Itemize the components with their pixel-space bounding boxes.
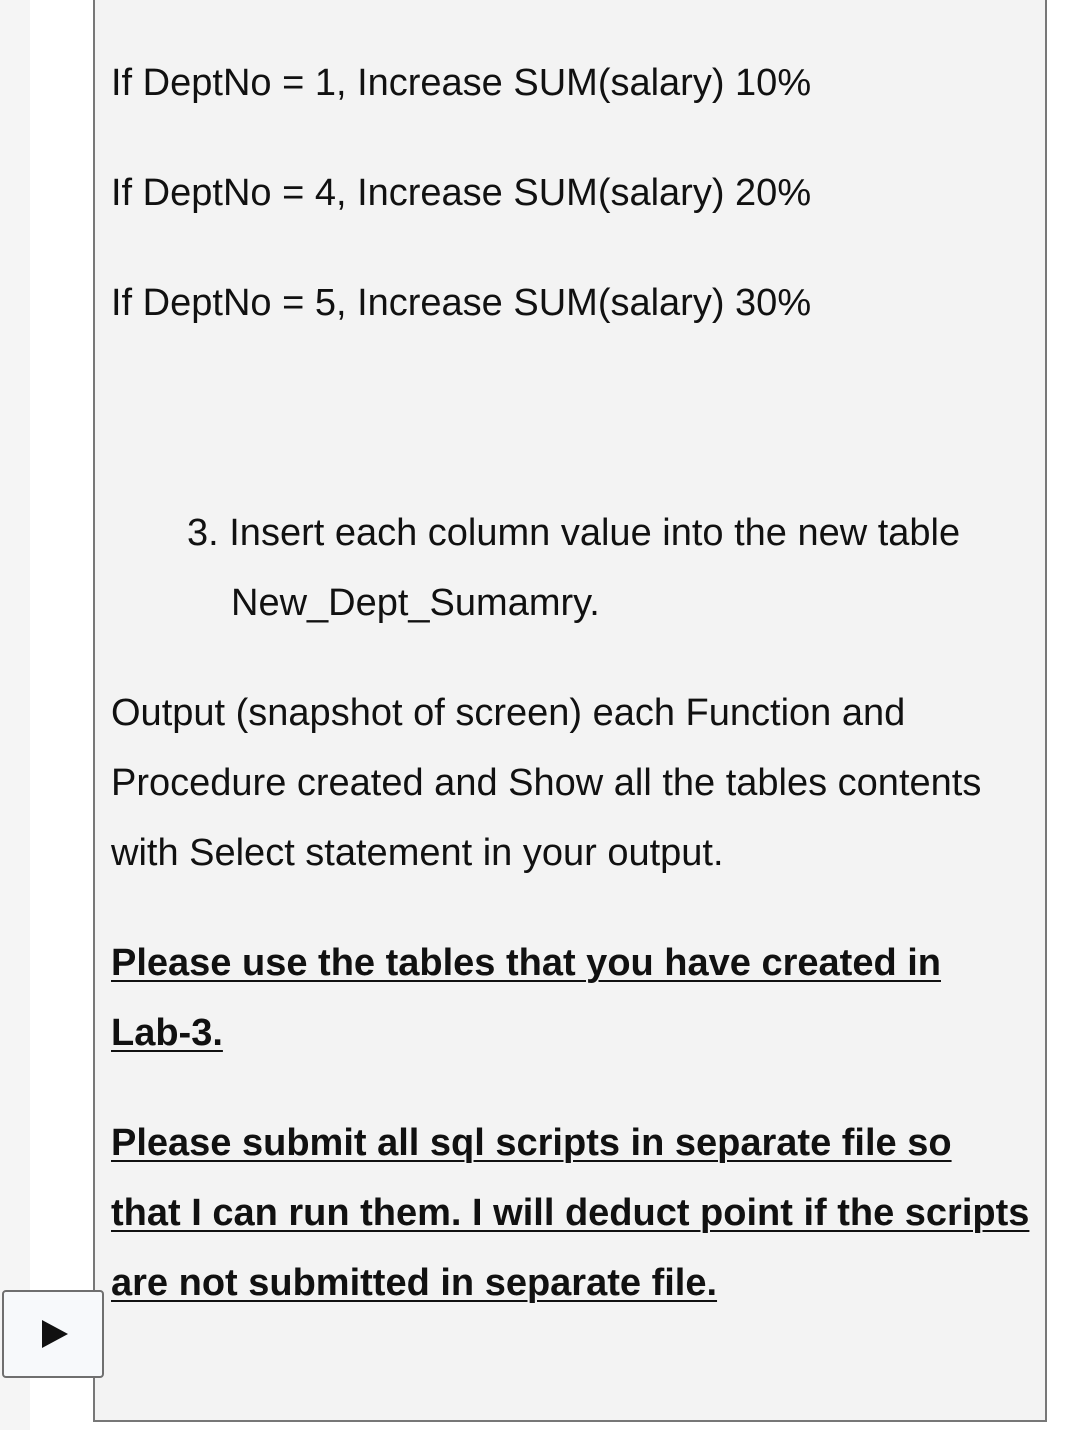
condition-dept-1: If DeptNo = 1, Increase SUM(salary) 10% (111, 62, 812, 104)
condition-dept-4: If DeptNo = 4, Increase SUM(salary) 20% (111, 172, 812, 214)
notice-submit-scripts (111, 1108, 1031, 1318)
step-3-instruction (187, 498, 960, 638)
page-margin (0, 0, 30, 1430)
output-instructions: Output (snapshot of screen) each Function and Procedure created and Show all the tables contents with Select statement in your output. (111, 692, 982, 874)
notice-use-lab3-tables-text: Please use the tables that you have created in Lab-3. (111, 942, 941, 1054)
step-3-line-1: 3. Insert each column value into the new table (187, 512, 961, 554)
notice-use-lab3-tables (111, 928, 1031, 1068)
play-icon (42, 1320, 68, 1348)
play-button[interactable] (2, 1290, 104, 1378)
condition-dept-5: If DeptNo = 5, Increase SUM(salary) 30% (111, 282, 812, 324)
notice-submit-scripts-text: Please submit all sql scripts in separate file so that I can run them. I will deduct point if the scripts are not submitted in separate file. (111, 1122, 1030, 1304)
step-3-line-2: New_Dept_Sumamry. (231, 582, 600, 624)
